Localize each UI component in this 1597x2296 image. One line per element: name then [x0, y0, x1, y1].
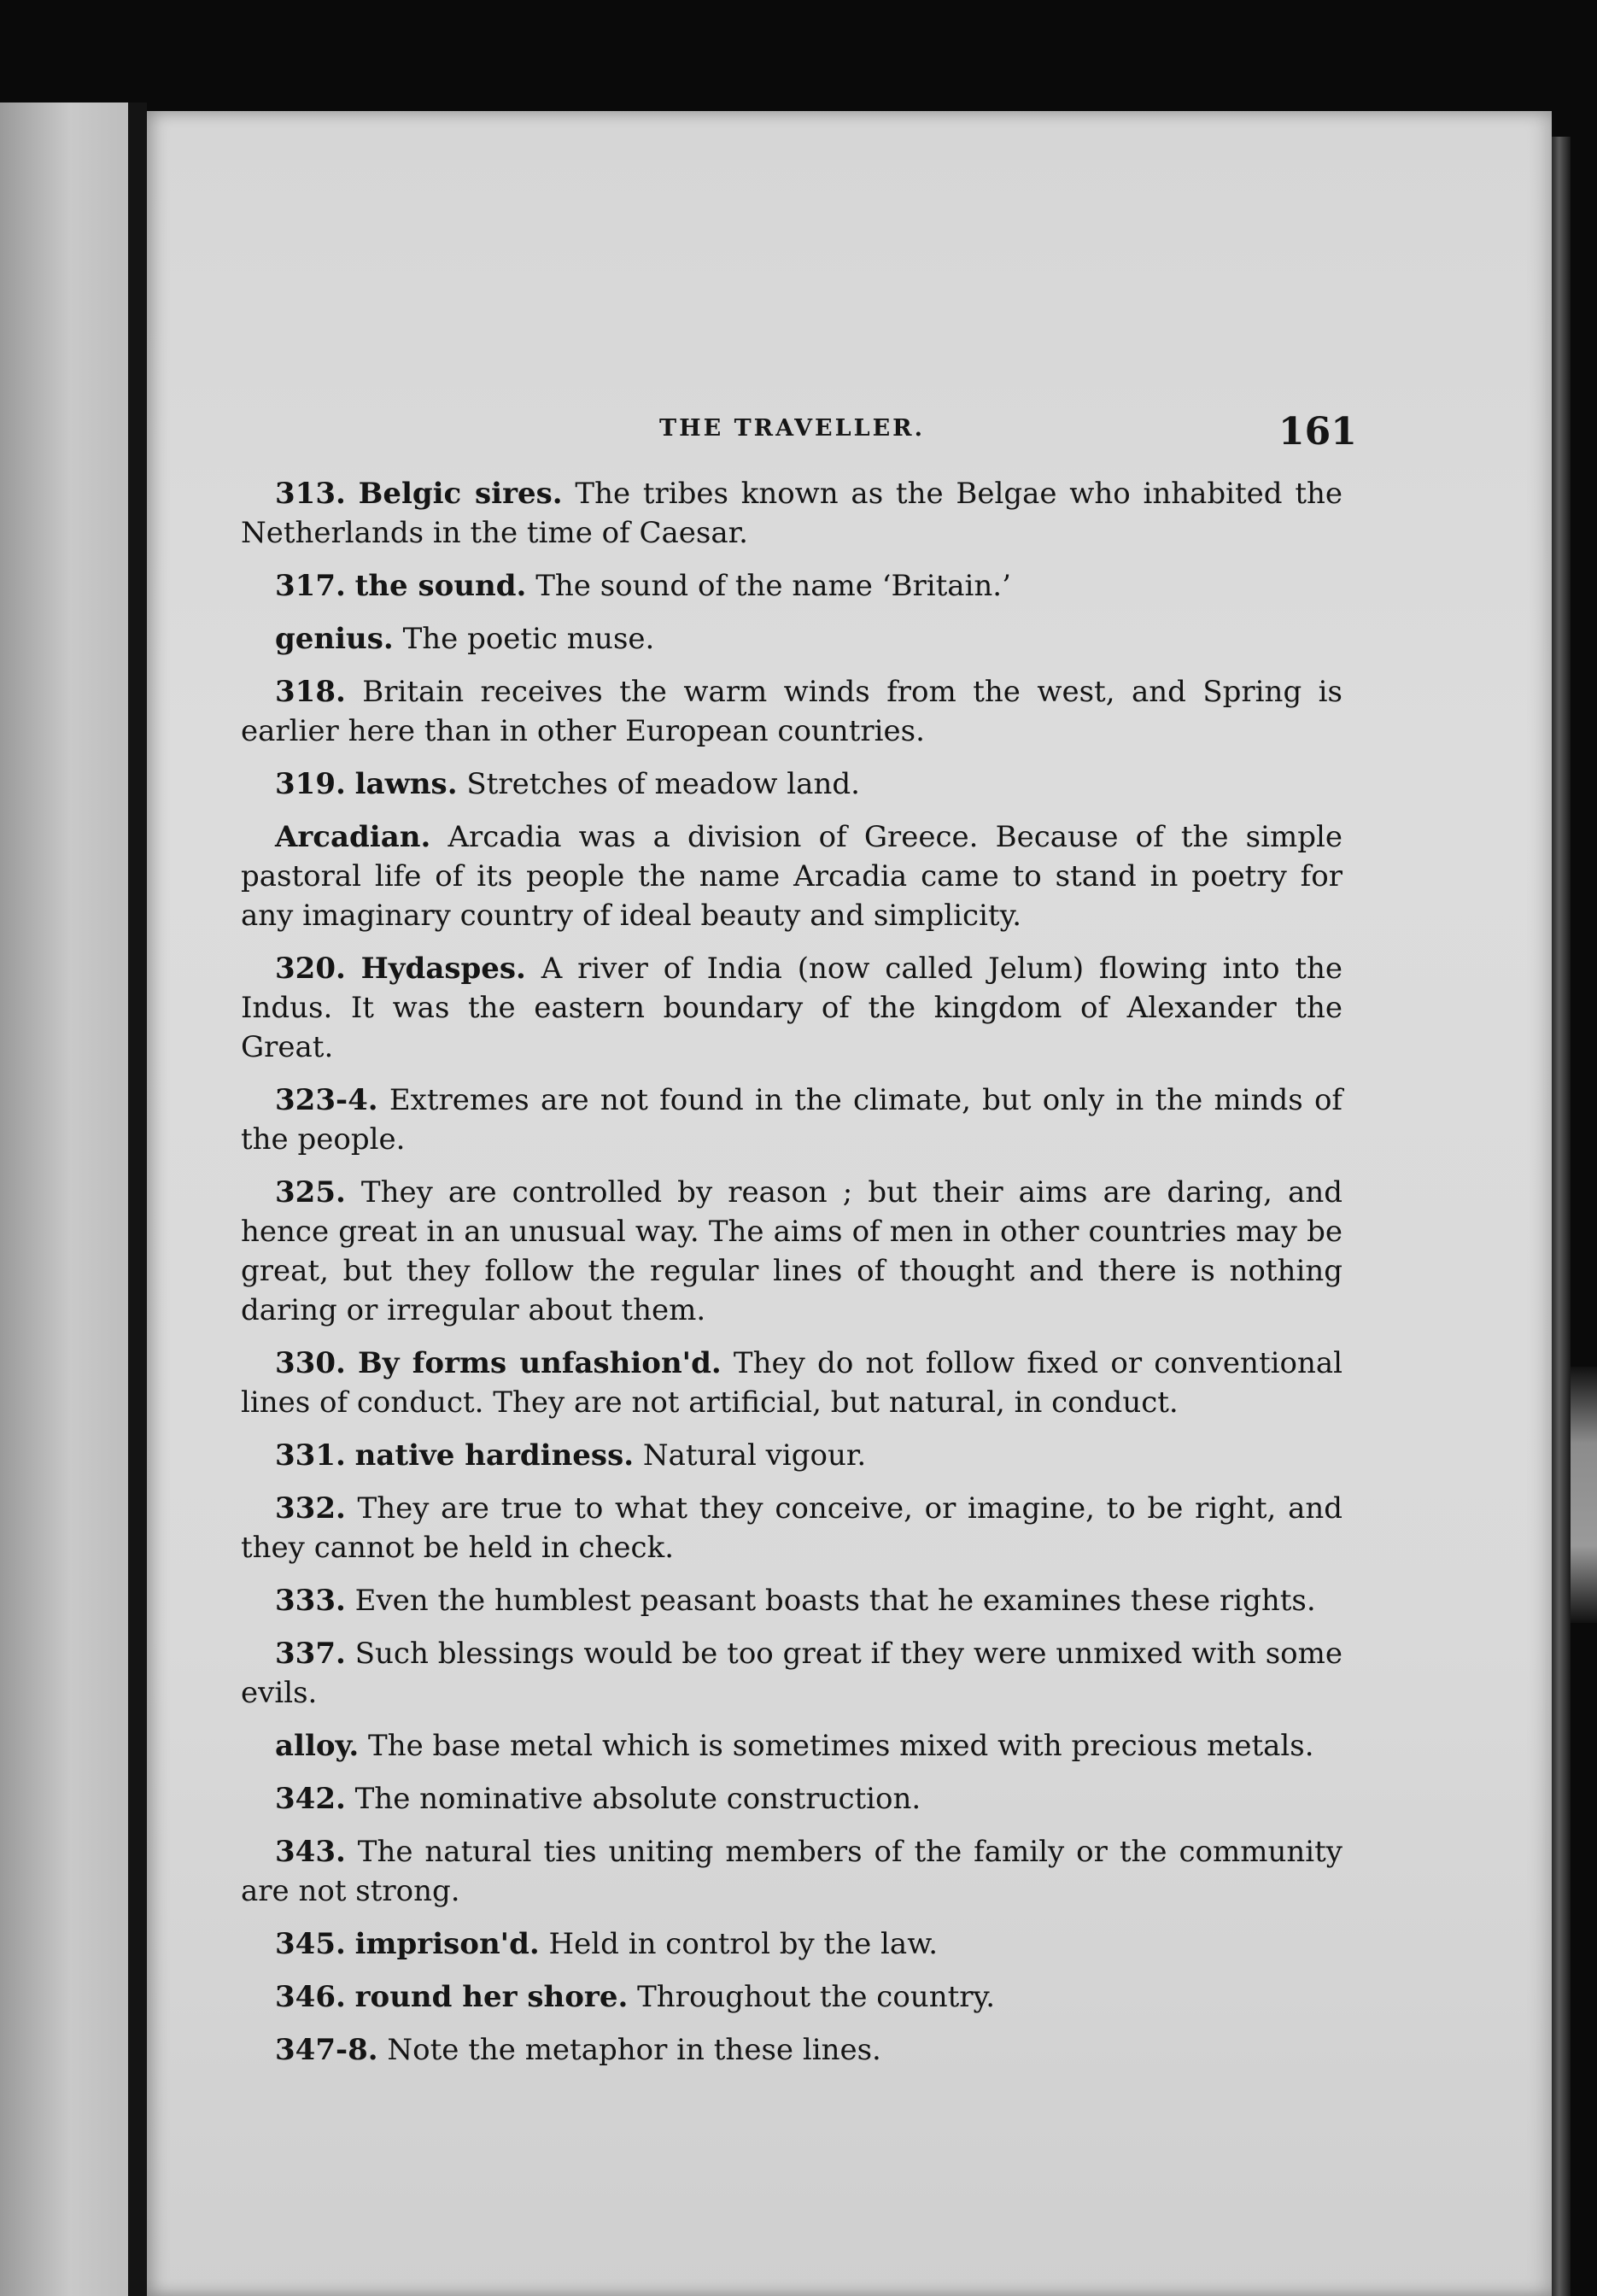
- note-ref: 320.: [275, 952, 346, 986]
- note-item: [241, 566, 1343, 606]
- note-lemma: By forms unfashion'd.: [358, 1346, 722, 1380]
- scanner-edge-strip: [1571, 1367, 1597, 1623]
- note-ref: 345.: [275, 1927, 346, 1961]
- note-text: The natural ties uniting members of the family or the community are not strong.: [241, 1835, 1343, 1908]
- note-lemma: alloy.: [275, 1729, 360, 1763]
- note-text: Even the humblest peasant boasts that he examines these rights.: [354, 1584, 1316, 1618]
- note-item: [241, 474, 1343, 553]
- note-item: [241, 1726, 1343, 1766]
- note-text: The nominative absolute construction.: [354, 1782, 921, 1816]
- facing-page-edge: [0, 102, 128, 2296]
- note-lemma: native hardiness.: [354, 1438, 635, 1473]
- notes-list: [241, 474, 1343, 2083]
- note-item: [241, 1081, 1343, 1159]
- note-item: [241, 2030, 1343, 2070]
- note-ref: 313.: [275, 477, 346, 511]
- page-header: [147, 410, 1552, 461]
- note-item: [241, 672, 1343, 751]
- note-text: Britain receives the warm winds from the west, and Spring is earlier here than in other European countries.: [241, 675, 1343, 748]
- note-item: [241, 817, 1343, 935]
- book-page: [147, 111, 1552, 2296]
- note-text: The poetic muse.: [402, 622, 655, 656]
- note-ref: 317.: [275, 569, 346, 603]
- note-text: They are true to what they conceive, or imagine, to be right, and they cannot be held in check.: [241, 1491, 1343, 1565]
- note-text: Note the metaphor in these lines.: [387, 2033, 881, 2067]
- note-text: Extremes are not found in the climate, but only in the minds of the people.: [241, 1083, 1343, 1157]
- note-text: Held in control by the law.: [548, 1927, 939, 1961]
- note-ref: 343.: [275, 1835, 346, 1869]
- note-lemma: the sound.: [354, 569, 527, 603]
- note-ref: 319.: [275, 767, 346, 801]
- note-item: [241, 1832, 1343, 1911]
- note-item: [241, 949, 1343, 1067]
- note-text: Such blessings would be too great if they were unmixed with some evils.: [241, 1637, 1343, 1710]
- note-text: Natural vigour.: [642, 1438, 867, 1473]
- note-item: [241, 1173, 1343, 1330]
- note-ref: 337.: [275, 1637, 346, 1671]
- note-ref: 325.: [275, 1175, 346, 1210]
- note-ref: 342.: [275, 1782, 346, 1816]
- note-ref: 347-8.: [275, 2033, 378, 2067]
- note-ref: 318.: [275, 675, 346, 709]
- note-item: [241, 619, 1343, 659]
- note-item: [241, 1977, 1343, 2017]
- note-item: [241, 1924, 1343, 1964]
- note-item: [241, 1344, 1343, 1422]
- note-text: They do not follow fixed or conventional lines of conduct. They are not artificial, but natural, in conduct.: [241, 1346, 1343, 1420]
- note-ref: 332.: [275, 1491, 346, 1526]
- note-lemma: Hydaspes.: [360, 952, 526, 986]
- note-lemma: genius.: [275, 622, 394, 656]
- note-item: [241, 1779, 1343, 1819]
- note-text: A river of India (now called Jelum) flowing into the Indus. It was the eastern boundary of the kingdom of Alexander the Great.: [241, 952, 1343, 1064]
- note-lemma: round her shore.: [354, 1980, 629, 2014]
- note-text: The base metal which is sometimes mixed with precious metals.: [368, 1729, 1314, 1763]
- note-text: Arcadia was a division of Greece. Because of the simple pastoral life of its people the name Arcadia came to stand in poetry for any imaginary country of ideal beauty and simplicity.: [241, 820, 1343, 933]
- note-text: Stretches of meadow land.: [466, 767, 860, 801]
- note-item: [241, 1581, 1343, 1620]
- note-ref: 323-4.: [275, 1083, 378, 1117]
- book-gutter: [128, 102, 147, 2296]
- note-lemma: Arcadian.: [275, 820, 431, 854]
- note-lemma: Belgic sires.: [358, 477, 563, 511]
- note-text: The tribes known as the Belgae who inhabited the Netherlands in the time of Caesar.: [241, 477, 1343, 550]
- page-right-edge: [1552, 137, 1571, 2296]
- note-item: [241, 1489, 1343, 1567]
- note-ref: 333.: [275, 1584, 346, 1618]
- note-text: Throughout the country.: [637, 1980, 996, 2014]
- note-lemma: lawns.: [354, 767, 458, 801]
- running-title: THE TRAVELLER.: [659, 415, 926, 442]
- note-ref: 331.: [275, 1438, 346, 1473]
- note-lemma: imprison'd.: [354, 1927, 540, 1961]
- note-item: [241, 764, 1343, 804]
- note-item: [241, 1634, 1343, 1713]
- note-ref: 330.: [275, 1346, 346, 1380]
- note-text: The sound of the name ‘Britain.’: [535, 569, 1011, 603]
- note-text: They are controlled by reason ; but their aims are daring, and hence great in an unusual way. The aims of men in other countries may be great, but they follow the regular lines of thought and there is nothing daring or irregular about them.: [241, 1175, 1343, 1327]
- page-number: 161: [1278, 410, 1357, 454]
- note-ref: 346.: [275, 1980, 346, 2014]
- note-item: [241, 1436, 1343, 1475]
